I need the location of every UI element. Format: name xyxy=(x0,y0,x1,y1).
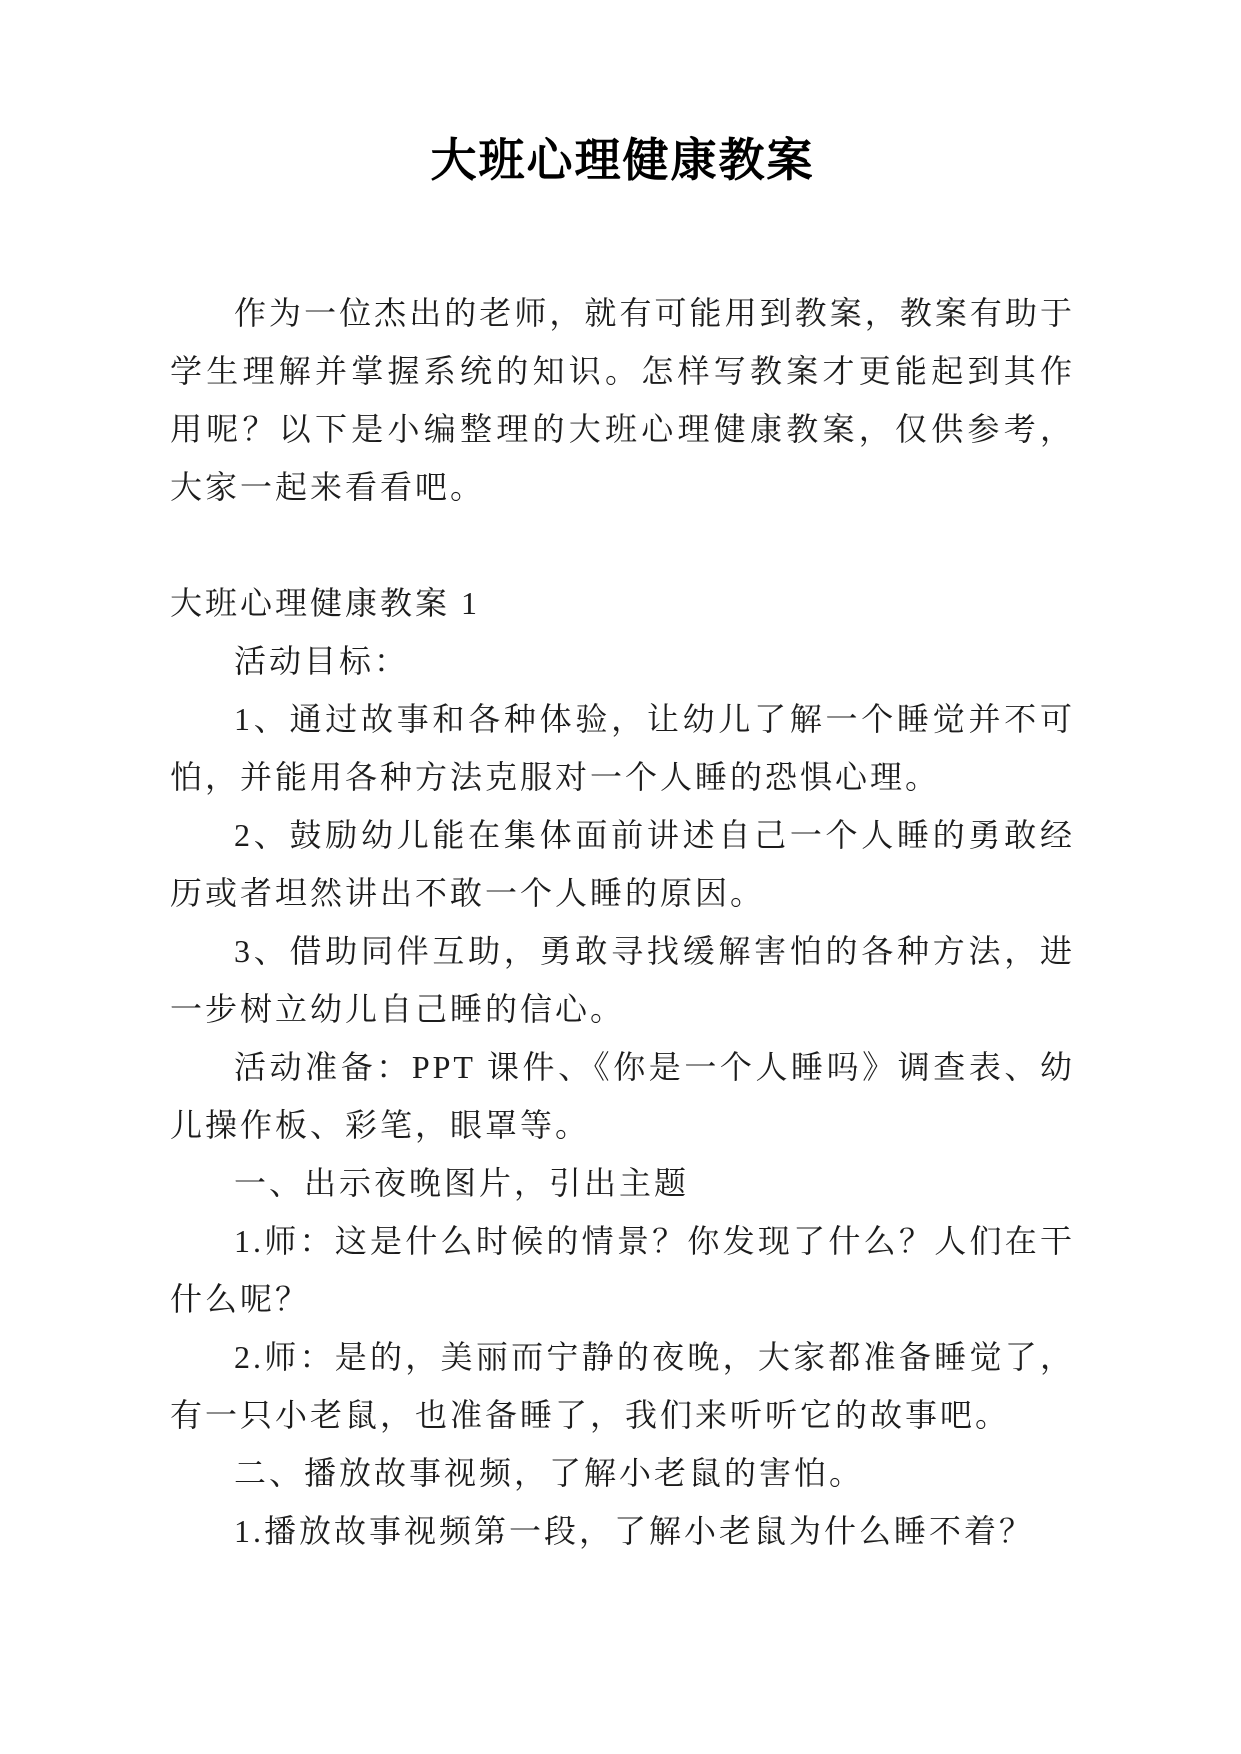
paragraph: 3、借助同伴互助，勇敢寻找缓解害怕的各种方法，进一步树立幼儿自己睡的信心。 xyxy=(170,933,1075,1027)
paragraph: 1.播放故事视频第一段，了解小老鼠为什么睡不着？ xyxy=(234,1513,1035,1549)
blank-line xyxy=(170,516,1075,574)
paragraph: 一、出示夜晚图片，引出主题 xyxy=(234,1165,690,1201)
paragraph: 二、播放故事视频，了解小老鼠的害怕。 xyxy=(234,1455,865,1491)
paragraph: 大班心理健康教案 1 xyxy=(170,585,481,621)
paragraph: 1、通过故事和各种体验，让幼儿了解一个睡觉并不可怕，并能用各种方法克服对一个人睡的恐惧心理。 xyxy=(170,701,1075,795)
paragraph: 活动目标： xyxy=(234,643,410,679)
document-body xyxy=(170,284,1075,1560)
document-title: 大班心理健康教案 xyxy=(430,135,815,186)
paragraph: 1.师：这是什么时候的情景？你发现了什么？人们在干什么呢？ xyxy=(170,1223,1075,1317)
paragraph: 2.师：是的，美丽而宁静的夜晚，大家都准备睡觉了，有一只小老鼠，也准备睡了，我们来听听它的故事吧。 xyxy=(170,1339,1075,1433)
paragraph: 作为一位杰出的老师，就有可能用到教案，教案有助于学生理解并掌握系统的知识。怎样写教案才更能起到其作用呢？以下是小编整理的大班心理健康教案，仅供参考，大家一起来看看吧。 xyxy=(170,295,1075,505)
paragraph: 活动准备：PPT 课件、《你是一个人睡吗》调查表、幼儿操作板、彩笔，眼罩等。 xyxy=(170,1049,1075,1143)
paragraph: 2、鼓励幼儿能在集体面前讲述自己一个人睡的勇敢经历或者坦然讲出不敢一个人睡的原因。 xyxy=(170,817,1075,911)
